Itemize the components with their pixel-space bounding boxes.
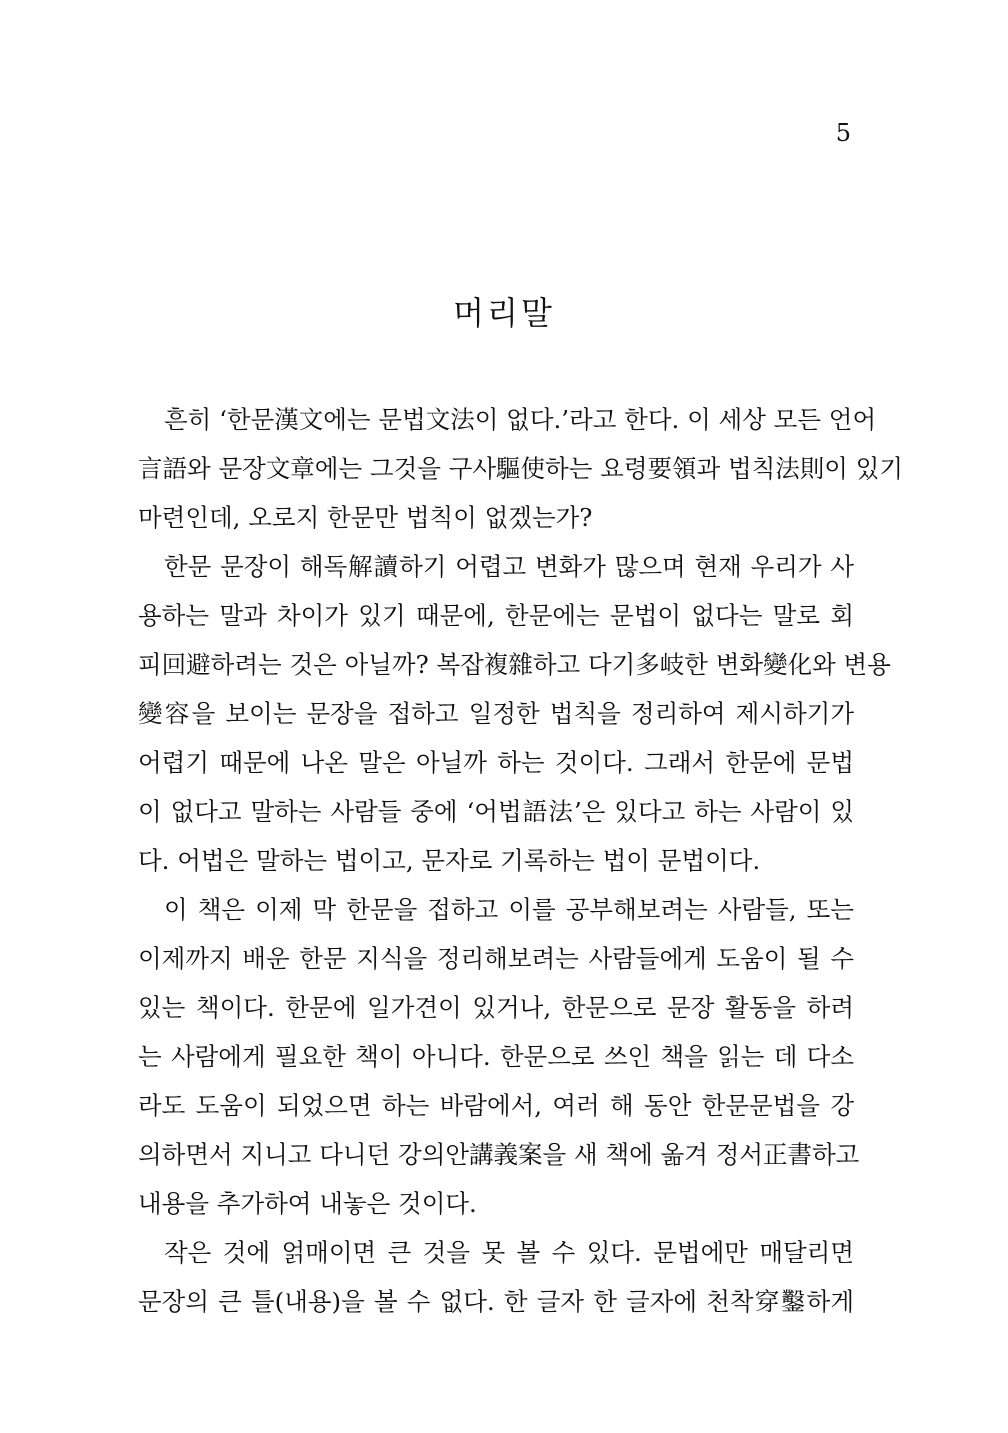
text-line: 變容을 보이는 문장을 접하고 일정한 법칙을 정리하여 제시하기가 (138, 699, 854, 728)
text-line: 피回避하려는 것은 아닐까? 복잡複雜하고 다기多岐한 변화變化와 변용 (138, 650, 891, 679)
text-line: 어렵기 때문에 나온 말은 아닐까 하는 것이다. 그래서 한문에 문법 (138, 748, 854, 777)
text-line: 이 없다고 말하는 사람들 중에 ‘어법語法’은 있다고 하는 사람이 있 (138, 797, 854, 826)
text-line: 한문 문장이 해독解讀하기 어렵고 변화가 많으며 현재 우리가 사 (164, 552, 854, 581)
text-line: 라도 도움이 되었으면 하는 바람에서, 여러 해 동안 한문문법을 강 (138, 1091, 854, 1120)
text-line: 내용을 추가하여 내놓은 것이다. (138, 1189, 477, 1218)
text-line: 작은 것에 얽매이면 큰 것을 못 볼 수 있다. 문법에만 매달리면 (164, 1238, 854, 1267)
text-line: 의하면서 지니고 다니던 강의안講義案을 새 책에 옮겨 정서正書하고 (138, 1140, 860, 1169)
text-line: 흔히 ‘한문漢文에는 문법文法이 없다.’라고 한다. 이 세상 모든 언어 (164, 405, 877, 434)
text-line: 이제까지 배운 한문 지식을 정리해보려는 사람들에게 도움이 될 수 (138, 944, 854, 973)
text-line: 言語와 문장文章에는 그것을 구사驅使하는 요령要領과 법칙法則이 있기 (138, 454, 904, 483)
text-line: 는 사람에게 필요한 책이 아니다. 한문으로 쓰인 책을 읽는 데 다소 (138, 1042, 854, 1071)
text-line: 문장의 큰 틀(내용)을 볼 수 없다. 한 글자 한 글자에 천착穿鑿하게 (138, 1287, 854, 1316)
text-line: 용하는 말과 차이가 있기 때문에, 한문에는 문법이 없다는 말로 회 (138, 601, 854, 630)
page-title: 머리말 (453, 294, 555, 332)
text-line: 마련인데, 오로지 한문만 법칙이 없겠는가? (138, 503, 593, 532)
text-line: 다. 어법은 말하는 법이고, 문자로 기록하는 법이 문법이다. (138, 846, 761, 875)
page-number: 5 (835, 119, 851, 147)
text-line: 이 책은 이제 막 한문을 접하고 이를 공부해보려는 사람들, 또는 (164, 895, 854, 924)
text-line: 있는 책이다. 한문에 일가견이 있거나, 한문으로 문장 활동을 하려 (138, 993, 854, 1022)
body-text (138, 395, 904, 1326)
